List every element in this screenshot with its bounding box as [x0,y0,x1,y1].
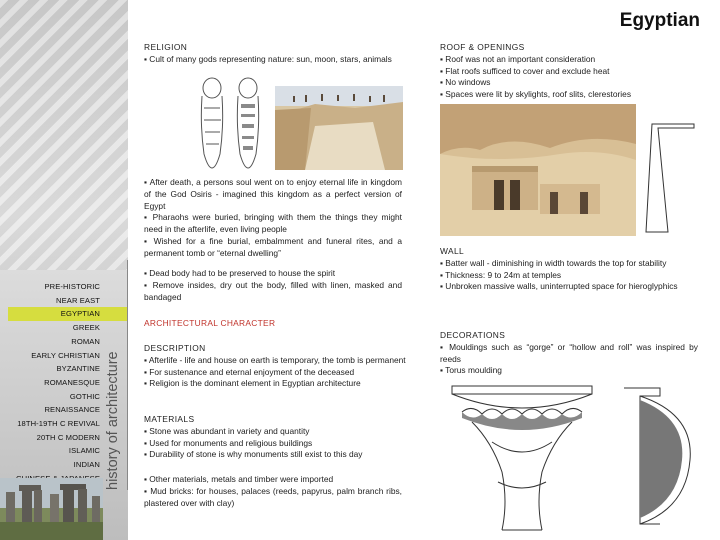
religion-heading: RELIGION [144,42,188,52]
roof-item: ▪ Spaces were lit by skylights, roof slits, clerestories [440,89,632,100]
materials-item: ▪ Used for monuments and religious buildings [144,437,313,448]
other-materials-section [144,474,402,509]
wall-heading: WALL [440,246,465,256]
sidebar-nav-item[interactable]: GOTHIC [69,391,100,401]
sidebar-nav-item[interactable]: 20TH C MODERN [36,432,100,442]
temple-photo [440,104,636,236]
wall-section [440,246,698,293]
description-item: ▪ Religion is the dominant element in Egyptian architecture [144,378,361,389]
other-materials-item: ▪ Mud bricks: for houses, palaces (reeds, papyrus, palm branch ribs, plastered over with clay) [144,485,402,508]
batter-wall-diagram [642,118,696,236]
afterlife-item: ▪ Wished for a fine burial, embalmment and funeral rites, and a permanent tomb or “eternal dwelling” [144,235,402,258]
wall-item: ▪ Batter wall - diminishing in width towards the top for stability [440,257,667,268]
sidebar-nav-item[interactable]: ROMAN [71,336,100,346]
sidebar-nav-item[interactable]: RENAISSANCE [44,405,100,415]
body-item: ▪ Remove insides, dry out the body, filled with linen, masked and bandaged [144,279,402,302]
divider [127,260,128,490]
architectural-character-heading: ARCHITECTURAL CHARACTER [144,318,276,328]
sidebar-nav-item[interactable]: NEAR EAST [56,295,100,305]
torus-moulding-diagram [620,384,696,530]
roof-item: ▪ Roof was not an important consideration [440,53,596,64]
roof-heading: ROOF & OPENINGS [440,42,525,52]
afterlife-item: ▪ After death, a persons soul went on to enjoy eternal life in kingdom of the God Osiris - imagined this kingdom as a perfect version of Egypt [144,177,402,211]
stonehenge-image [0,478,103,540]
afterlife-section [144,177,402,260]
sidebar-nav-item[interactable]: BYZANTINE [56,364,100,374]
sidebar-nav-item[interactable]: ROMANESQUE [44,377,100,387]
materials-item: ▪ Durability of stone is why monuments still exist to this day [144,449,363,460]
body-section [144,268,402,303]
sidebar [0,0,128,540]
sidebar-nav-item[interactable]: INDIAN [73,460,100,470]
other-materials-item: ▪ Other materials, metals and timber were imported [144,474,334,484]
sidebar-nav-item[interactable]: ISLAMIC [68,446,100,456]
sidebar-nav [16,280,100,499]
roof-section [440,42,702,101]
vertical-label-text: history of architecture [105,351,121,490]
religion-item: ▪ Cult of many gods representing nature: sun, moon, stars, animals [144,53,392,64]
description-section [144,343,406,390]
decorations-heading: DECORATIONS [440,330,506,340]
body-item: ▪ Dead body had to be preserved to house the spirit [144,268,336,278]
excavation-photo [275,86,403,170]
decorations-item: ▪ Torus moulding [440,365,502,376]
page-title: Egyptian [619,10,700,31]
sidebar-nav-item[interactable]: GREEK [72,323,100,333]
roof-item: ▪ No windows [440,77,491,88]
wall-item: ▪ Thickness: 9 to 24m at temples [440,269,562,280]
sidebar-nav-item[interactable]: PRE-HISTORIC [44,282,100,291]
decorations-item: ▪ Mouldings such as “gorge” or “hollow and roll” was inspired by reeds [440,341,698,364]
religion-section [144,42,402,66]
materials-heading: MATERIALS [144,414,195,424]
wall-item: ▪ Unbroken massive walls, uninterrupted space for hieroglyphics [440,281,678,292]
vertical-label [105,258,125,490]
capital-moulding-drawing [442,382,598,534]
afterlife-item: ▪ Pharaohs were buried, bringing with them the things they might need in the afterlife, even living people [144,212,402,235]
description-heading: DESCRIPTION [144,343,206,353]
materials-section [144,414,406,461]
roof-item: ▪ Flat roofs sufficed to cover and exclude heat [440,65,610,76]
mummy-illustration [192,76,270,172]
description-item: ▪ For sustenance and eternal enjoyment of the deceased [144,366,355,377]
sidebar-nav-item[interactable]: EGYPTIAN [8,307,128,321]
sidebar-nav-item[interactable]: 18TH-19TH C REVIVAL [17,419,100,429]
description-item: ▪ Afterlife - life and house on earth is temporary, the tomb is permanent [144,354,406,365]
sidebar-nav-item[interactable]: EARLY CHRISTIAN [31,350,100,360]
materials-item: ▪ Stone was abundant in variety and quantity [144,425,310,436]
sidebar-texture [0,0,128,270]
decorations-section [440,330,698,377]
